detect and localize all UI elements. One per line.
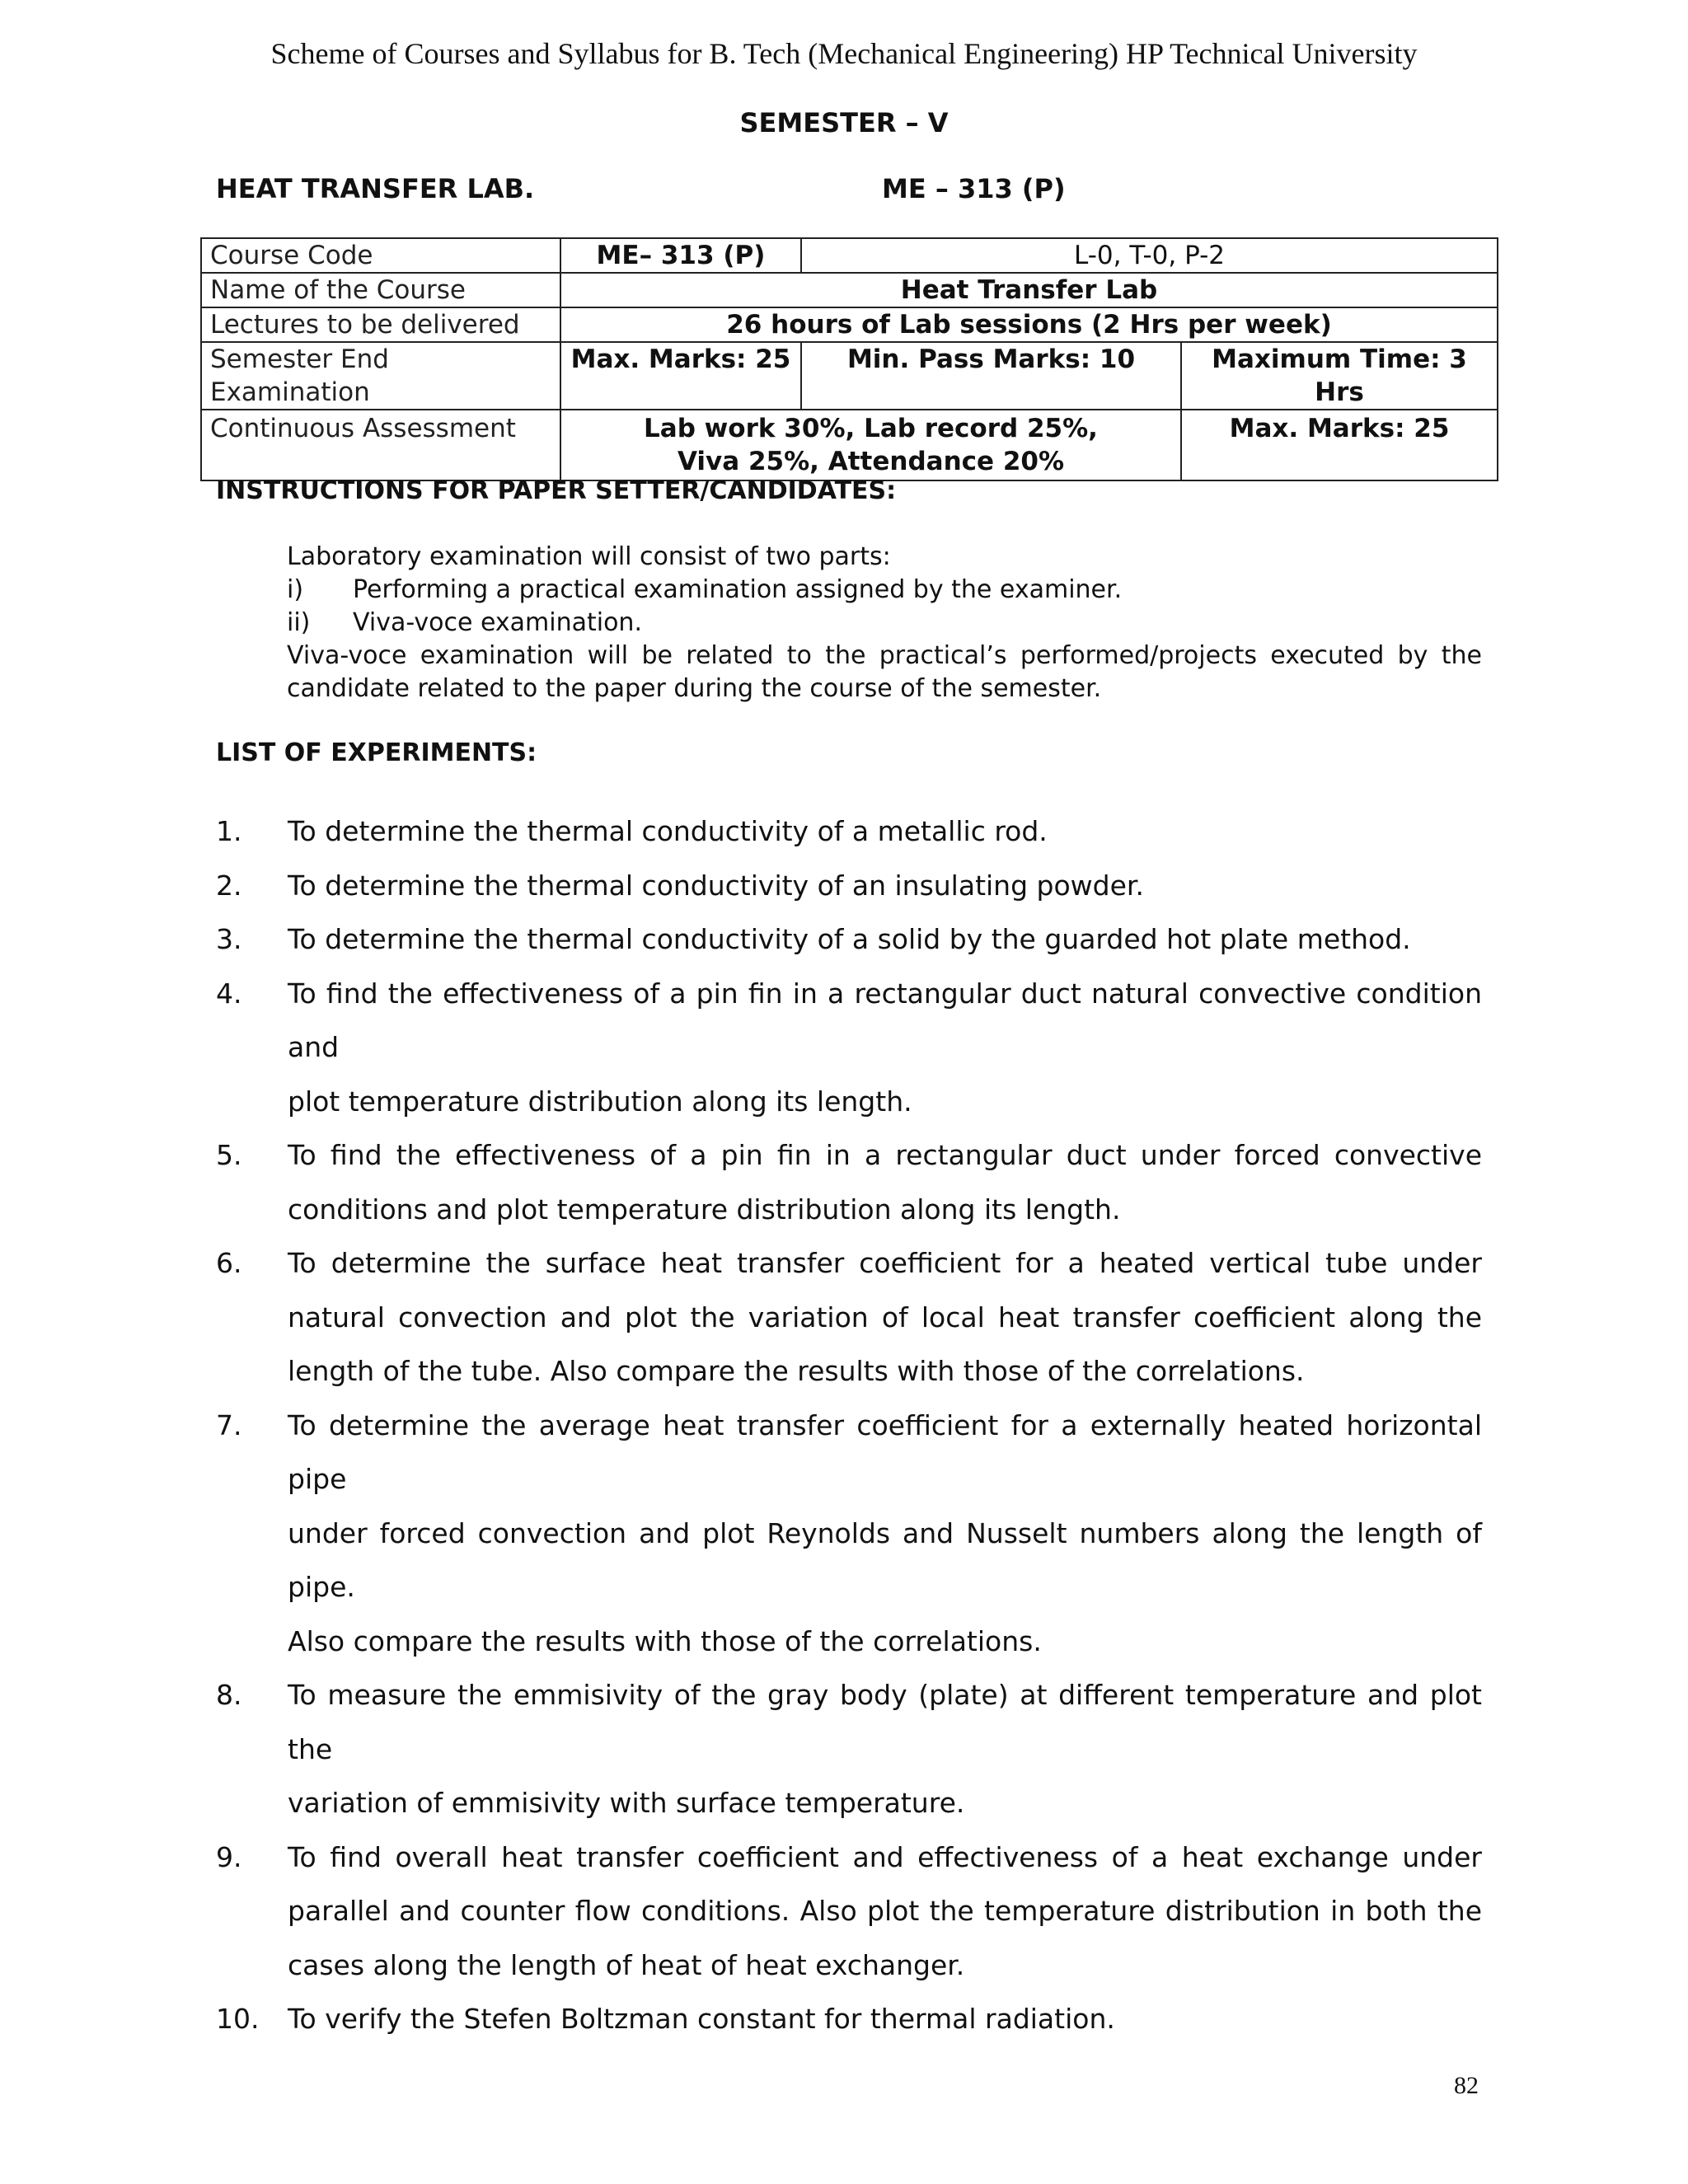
experiments-list [216,804,1482,2046]
experiment-line: To measure the emmisivity of the gray body (plate) at different temperature and plot the [288,1679,1482,1765]
experiment-line: variation of emmisivity with surface temperature. [288,1787,965,1819]
ca-line-2: Viva 25%, Attendance 20% [677,447,1065,476]
experiment-line: Also compare the results with those of the correlations. [288,1624,1042,1657]
course-name-label: Name of the Course [201,273,560,307]
ca-line-1: Lab work 30%, Lab record 25%, [644,414,1098,443]
experiment-text [288,1668,1482,1830]
experiment-line: To determine the thermal conductivity of a metallic rod. [288,815,1048,847]
experiment-text [288,912,1482,967]
page-number: 82 [1454,2072,1479,2099]
exam-label: Semester End Examination [201,342,560,410]
instructions-note-line-1: Viva-voce examination will be related to the practical’s performed/projects executed by the [287,641,1482,670]
experiment-number: 1. [216,815,242,847]
item-text: Viva-voce examination. [353,608,642,637]
experiment-line: conditions and plot temperature distribution along its length. [288,1193,1121,1226]
experiment-line: To find the effectiveness of a pin fin in a rectangular duct under forced convective [288,1139,1482,1171]
ltp-value: L-0, T-0, P-2 [801,238,1498,273]
experiment-line: To verify the Stefen Boltzman constant for thermal radiation. [288,2003,1115,2035]
experiment-number: 8. [216,1679,242,1711]
ca-max-marks: Max. Marks: 25 [1181,410,1498,480]
experiment-number: 3. [216,923,242,955]
experiment-number: 10. [216,2003,260,2035]
course-code-value: ME– 313 (P) [560,238,801,273]
experiment-line: under forced convection and plot Reynolds and Nusselt numbers along the length of pipe. [288,1516,1482,1603]
list-item [216,967,1482,1129]
list-item [216,804,1482,859]
list-item [216,1399,1482,1669]
course-title: HEAT TRANSFER LAB. [216,173,535,204]
experiment-line: natural convection and plot the variation of local heat transfer coefficient along the [288,1301,1482,1333]
list-item [216,1236,1482,1399]
course-code-label: Course Code [201,238,560,273]
experiment-line: To determine the surface heat transfer coefficient for a heated vertical tube under [288,1247,1482,1279]
course-code-heading: ME – 313 (P) [882,173,1066,204]
experiment-number: 9. [216,1840,242,1873]
semester-heading: SEMESTER – V [739,107,949,138]
instructions-note-line-2: candidate related to the paper during the course of the semester. [287,674,1102,703]
course-info-table [200,237,1498,481]
experiment-line: To determine the thermal conductivity of a solid by the guarded hot plate method. [288,923,1411,955]
experiment-line: cases along the length of heat of heat exchanger. [288,1948,965,1981]
experiment-text [288,1992,1482,2046]
experiment-number: 7. [216,1408,242,1441]
experiment-number: 2. [216,869,242,902]
experiment-text [288,859,1482,913]
experiment-text [288,967,1482,1129]
list-item [216,859,1482,913]
experiment-number: 4. [216,977,242,1010]
item-text: Performing a practical examination assigned by the examiner. [353,575,1123,604]
list-item [216,1668,1482,1830]
continuous-assessment-label: Continuous Assessment [201,410,560,480]
experiment-text [288,1128,1482,1236]
experiment-text [288,804,1482,859]
instructions-heading: INSTRUCTIONS FOR PAPER SETTER/CANDIDATES: [216,476,897,505]
min-pass-value: Min. Pass Marks: 10 [801,342,1181,410]
experiment-text [288,1830,1482,1993]
table-row [201,410,1498,480]
lectures-value: 26 hours of Lab sessions (2 Hrs per week) [560,307,1498,342]
table-row [201,273,1498,307]
item-number: ii) [287,608,311,637]
table-row [201,307,1498,342]
experiment-line: length of the tube. Also compare the results with those of the correlations. [288,1355,1305,1387]
item-number: i) [287,575,304,604]
list-item [287,607,1482,640]
table-row [201,238,1498,273]
experiment-line: To find overall heat transfer coefficient and effectiveness of a heat exchange under [288,1840,1482,1873]
experiment-text [288,1399,1482,1669]
experiment-line: plot temperature distribution along its length. [288,1085,912,1118]
experiment-line: To determine the average heat transfer coefficient for a externally heated horizontal pipe [288,1408,1482,1495]
instructions-block [287,541,1482,705]
list-item [216,1128,1482,1236]
experiments-heading: LIST OF EXPERIMENTS: [216,738,537,767]
experiment-line: To determine the thermal conductivity of an insulating powder. [288,869,1144,902]
course-name-value: Heat Transfer Lab [560,273,1498,307]
continuous-assessment-breakdown [560,410,1181,480]
max-time-value: Maximum Time: 3 Hrs [1181,342,1498,410]
running-header: Scheme of Courses and Syllabus for B. Tech (Mechanical Engineering) HP Technical University [270,37,1418,70]
instructions-intro: Laboratory examination will consist of two parts: [287,542,891,571]
list-item [216,1830,1482,1993]
experiment-line: parallel and counter flow conditions. Also plot the temperature distribution in both the [288,1895,1482,1927]
experiment-number: 6. [216,1247,242,1279]
list-item [287,574,1482,607]
lectures-label: Lectures to be delivered [201,307,560,342]
max-marks-value: Max. Marks: 25 [560,342,801,410]
table-row [201,342,1498,410]
list-item [216,912,1482,967]
experiment-number: 5. [216,1139,242,1171]
experiment-text [288,1236,1482,1399]
list-item [216,1992,1482,2046]
experiment-line: To find the effectiveness of a pin fin in a rectangular duct natural convective condition and [288,977,1482,1063]
